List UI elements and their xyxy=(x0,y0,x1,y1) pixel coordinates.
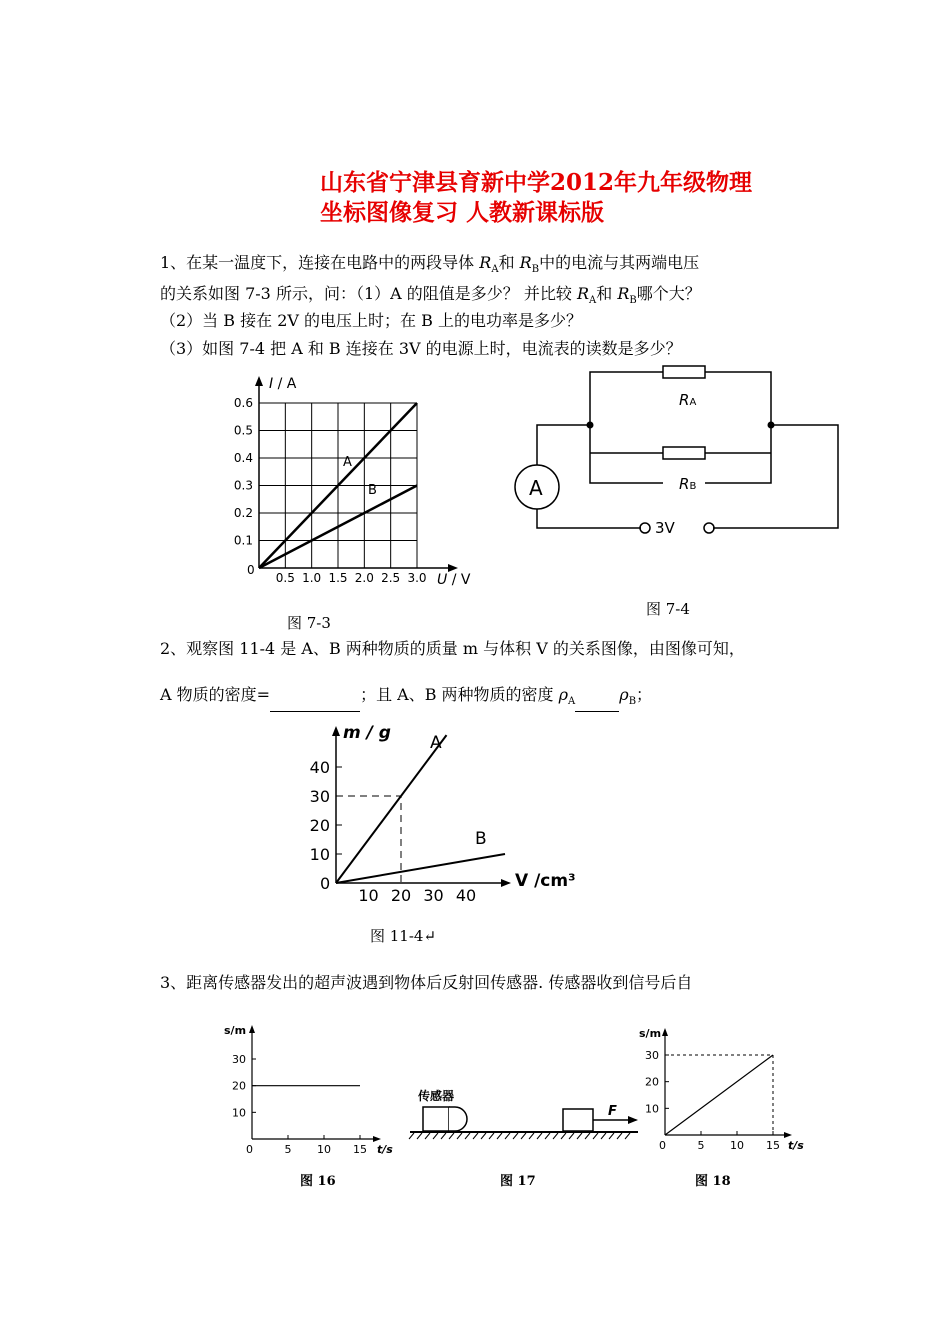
answer-blank-density[interactable] xyxy=(270,695,360,712)
hatch-mark xyxy=(537,1133,542,1139)
hatch-mark xyxy=(465,1133,470,1139)
terminal-right xyxy=(704,523,714,533)
fig-7-4-caption: 图 7-4 xyxy=(646,600,690,618)
title-line-2: 坐标图像复习 人教新课标版 xyxy=(320,199,605,226)
hatch-mark xyxy=(481,1133,486,1139)
series-label-a: A xyxy=(343,455,352,470)
x-axis-label: V /cm³ xyxy=(515,871,576,891)
q3-line-1: 3、距离传感器发出的超声波遇到物体后反射回传感器. 传感器收到信号后自 xyxy=(160,973,693,992)
hatch-mark xyxy=(529,1133,534,1139)
wire-top xyxy=(590,372,663,425)
x-axis-label: t/s xyxy=(377,1143,393,1156)
hatch-mark xyxy=(505,1133,510,1139)
hatch-mark xyxy=(553,1133,558,1139)
x-tick-label: 5 xyxy=(284,1143,292,1156)
x-axis-label: U / V xyxy=(437,572,471,588)
fig-18-caption: 图 18 xyxy=(695,1174,731,1189)
y-axis-label: s/m xyxy=(639,1027,662,1040)
hatch-mark xyxy=(601,1133,606,1139)
y-tick-label: 40 xyxy=(309,758,330,777)
hatch-mark xyxy=(417,1133,422,1139)
fig-11-4-caption: 图 11-4↵ xyxy=(370,927,437,945)
origin-label: 0 xyxy=(246,1143,253,1156)
hatch-mark xyxy=(593,1133,598,1139)
x-tick-label: 2.0 xyxy=(354,571,374,585)
y-tick-label: 0.1 xyxy=(233,533,253,548)
x-tick-label: 1.5 xyxy=(328,571,348,585)
hatch-mark xyxy=(497,1133,502,1139)
y-axis-arrow xyxy=(255,376,263,386)
y-tick-label: 10 xyxy=(232,1106,246,1120)
fig-18-chart xyxy=(635,1025,815,1155)
answer-blank-compare[interactable] xyxy=(575,695,619,712)
hatch-mark xyxy=(409,1133,414,1139)
fig-7-3-chart xyxy=(225,370,490,590)
ammeter-label: A xyxy=(529,476,543,500)
y-tick-label: 20 xyxy=(309,816,330,835)
fig-17-caption: 图 17 xyxy=(500,1174,536,1189)
hatch-mark xyxy=(617,1133,622,1139)
x-tick-label: 3.0 xyxy=(407,571,427,585)
series-label-b: B xyxy=(475,829,487,849)
fig-16-chart xyxy=(222,1022,402,1157)
x-axis-arrow xyxy=(784,1132,792,1138)
x-tick-label: 10 xyxy=(730,1139,744,1152)
x-tick-label: 15 xyxy=(766,1139,780,1152)
origin-label: 0 xyxy=(659,1139,666,1152)
force-label: F xyxy=(608,1104,617,1119)
wire-bottom-left xyxy=(590,425,663,483)
junction-right xyxy=(768,422,775,429)
fig-16-caption: 图 16 xyxy=(300,1174,336,1189)
hatch-mark xyxy=(545,1133,550,1139)
q2-line-1: 2、观察图 11-4 是 A、B 两种物质的质量 m 与体积 V 的关系图像，由图像可知， xyxy=(160,639,745,658)
y-tick-label: 10 xyxy=(309,845,330,864)
hatch-mark xyxy=(433,1133,438,1139)
y-axis-label: I / A xyxy=(269,376,297,392)
y-axis-label: m / g xyxy=(343,723,391,743)
hatch-mark xyxy=(585,1133,590,1139)
y-axis-arrow xyxy=(662,1028,668,1036)
x-tick-label: 10 xyxy=(358,886,379,905)
label-ra: RA xyxy=(679,391,697,409)
x-tick-label: 20 xyxy=(390,886,412,905)
wire-left xyxy=(537,425,590,465)
y-tick-label: 0.6 xyxy=(233,396,253,410)
q1-line-3: （2）当 B 接在 2V 的电压上时；在 B 上的电功率是多少？ xyxy=(160,311,582,330)
q2-line-2: A 物质的密度= ；且 A、B 两种物质的密度 $\rho_A$ $\rho_B$； xyxy=(160,685,652,712)
origin-label: 0 xyxy=(320,874,331,893)
y-tick-label: 20 xyxy=(645,1075,659,1089)
origin-label: 0 xyxy=(247,563,255,577)
hatch-mark xyxy=(569,1133,574,1139)
y-tick-label: 0.2 xyxy=(233,506,253,520)
y-tick-label: 0.4 xyxy=(233,451,253,465)
y-tick-label: 30 xyxy=(309,787,330,806)
resistor-rb xyxy=(663,447,705,459)
wire-top-right xyxy=(705,372,771,425)
y-tick-label: 0.3 xyxy=(233,478,253,493)
sensor-head xyxy=(449,1107,467,1131)
sensor-label: 传感器 xyxy=(418,1089,455,1103)
x-tick-label: 10 xyxy=(317,1143,331,1156)
hatch-mark xyxy=(457,1133,462,1139)
title-line-1: 山东省宁津县育新中学2012年九年级物理 xyxy=(320,169,753,196)
page-title xyxy=(320,168,752,228)
series-label-a: A xyxy=(430,733,442,753)
y-tick-label: 30 xyxy=(645,1049,659,1062)
x-tick-label: 40 xyxy=(455,886,477,905)
resistor-ra xyxy=(663,366,705,378)
fig-11-4-chart xyxy=(305,722,590,912)
x-axis-arrow xyxy=(373,1136,381,1142)
wire-right xyxy=(713,425,838,528)
series-line-b xyxy=(336,854,505,883)
hatch-mark xyxy=(609,1133,614,1139)
label-rb: RB xyxy=(679,475,697,493)
object-block xyxy=(563,1109,593,1131)
hatch-mark xyxy=(625,1133,630,1139)
hatch-mark xyxy=(473,1133,478,1139)
series-line xyxy=(665,1055,773,1135)
hatch-mark xyxy=(489,1133,494,1139)
terminal-left xyxy=(640,523,650,533)
hatch-mark xyxy=(449,1133,454,1139)
ground-hatch xyxy=(409,1133,630,1139)
junction-left xyxy=(587,422,594,429)
x-tick-label: 30 xyxy=(423,886,444,905)
y-tick-label: 10 xyxy=(645,1102,659,1116)
series-line-a xyxy=(336,735,447,883)
x-tick-label: 2.5 xyxy=(381,571,401,585)
wire-bottom-right xyxy=(705,425,771,483)
q1-line-2: 的关系如图 7-3 所示，问：（1）A 的阻值是多少？ 并比较 $R_A$和 $R_B$哪个大？ xyxy=(160,284,701,307)
sensor-body xyxy=(423,1107,449,1131)
hatch-mark xyxy=(441,1133,446,1139)
q1-line-1: 1、在某一温度下，连接在电路中的两段导体 $R_A$和 $R_B$中的电流与其两端电压 xyxy=(160,253,700,276)
hatch-mark xyxy=(577,1133,582,1139)
source-label: 3V xyxy=(655,519,675,537)
hatch-mark xyxy=(561,1133,566,1139)
hatch-mark xyxy=(425,1133,430,1139)
x-axis-arrow xyxy=(501,879,511,887)
y-axis-arrow xyxy=(249,1025,255,1033)
q1-line-4: （3）如图 7-4 把 A 和 B 连接在 3V 的电源上时，电流表的读数是多少？ xyxy=(160,339,682,358)
x-tick-label: 0.5 xyxy=(275,571,295,585)
y-tick-label: 20 xyxy=(232,1079,246,1093)
y-tick-label: 30 xyxy=(232,1053,246,1066)
fig-7-4-circuit xyxy=(505,365,845,550)
x-tick-label: 15 xyxy=(353,1143,367,1156)
x-axis-arrow xyxy=(448,564,458,572)
y-axis-arrow xyxy=(332,726,340,736)
x-tick-label: 1.0 xyxy=(302,571,322,585)
y-axis-label: s/m xyxy=(224,1024,247,1037)
wire-ammeter-down xyxy=(537,509,641,528)
fig-17-diagram xyxy=(408,1085,648,1145)
series-label-b: B xyxy=(368,483,377,498)
fig-7-3-caption: 图 7-3 xyxy=(287,614,331,632)
hatch-mark xyxy=(521,1133,526,1139)
x-tick-label: 5 xyxy=(697,1139,705,1152)
x-axis-label: t/s xyxy=(788,1139,804,1152)
y-tick-label: 0.5 xyxy=(233,423,253,438)
hatch-mark xyxy=(513,1133,518,1139)
